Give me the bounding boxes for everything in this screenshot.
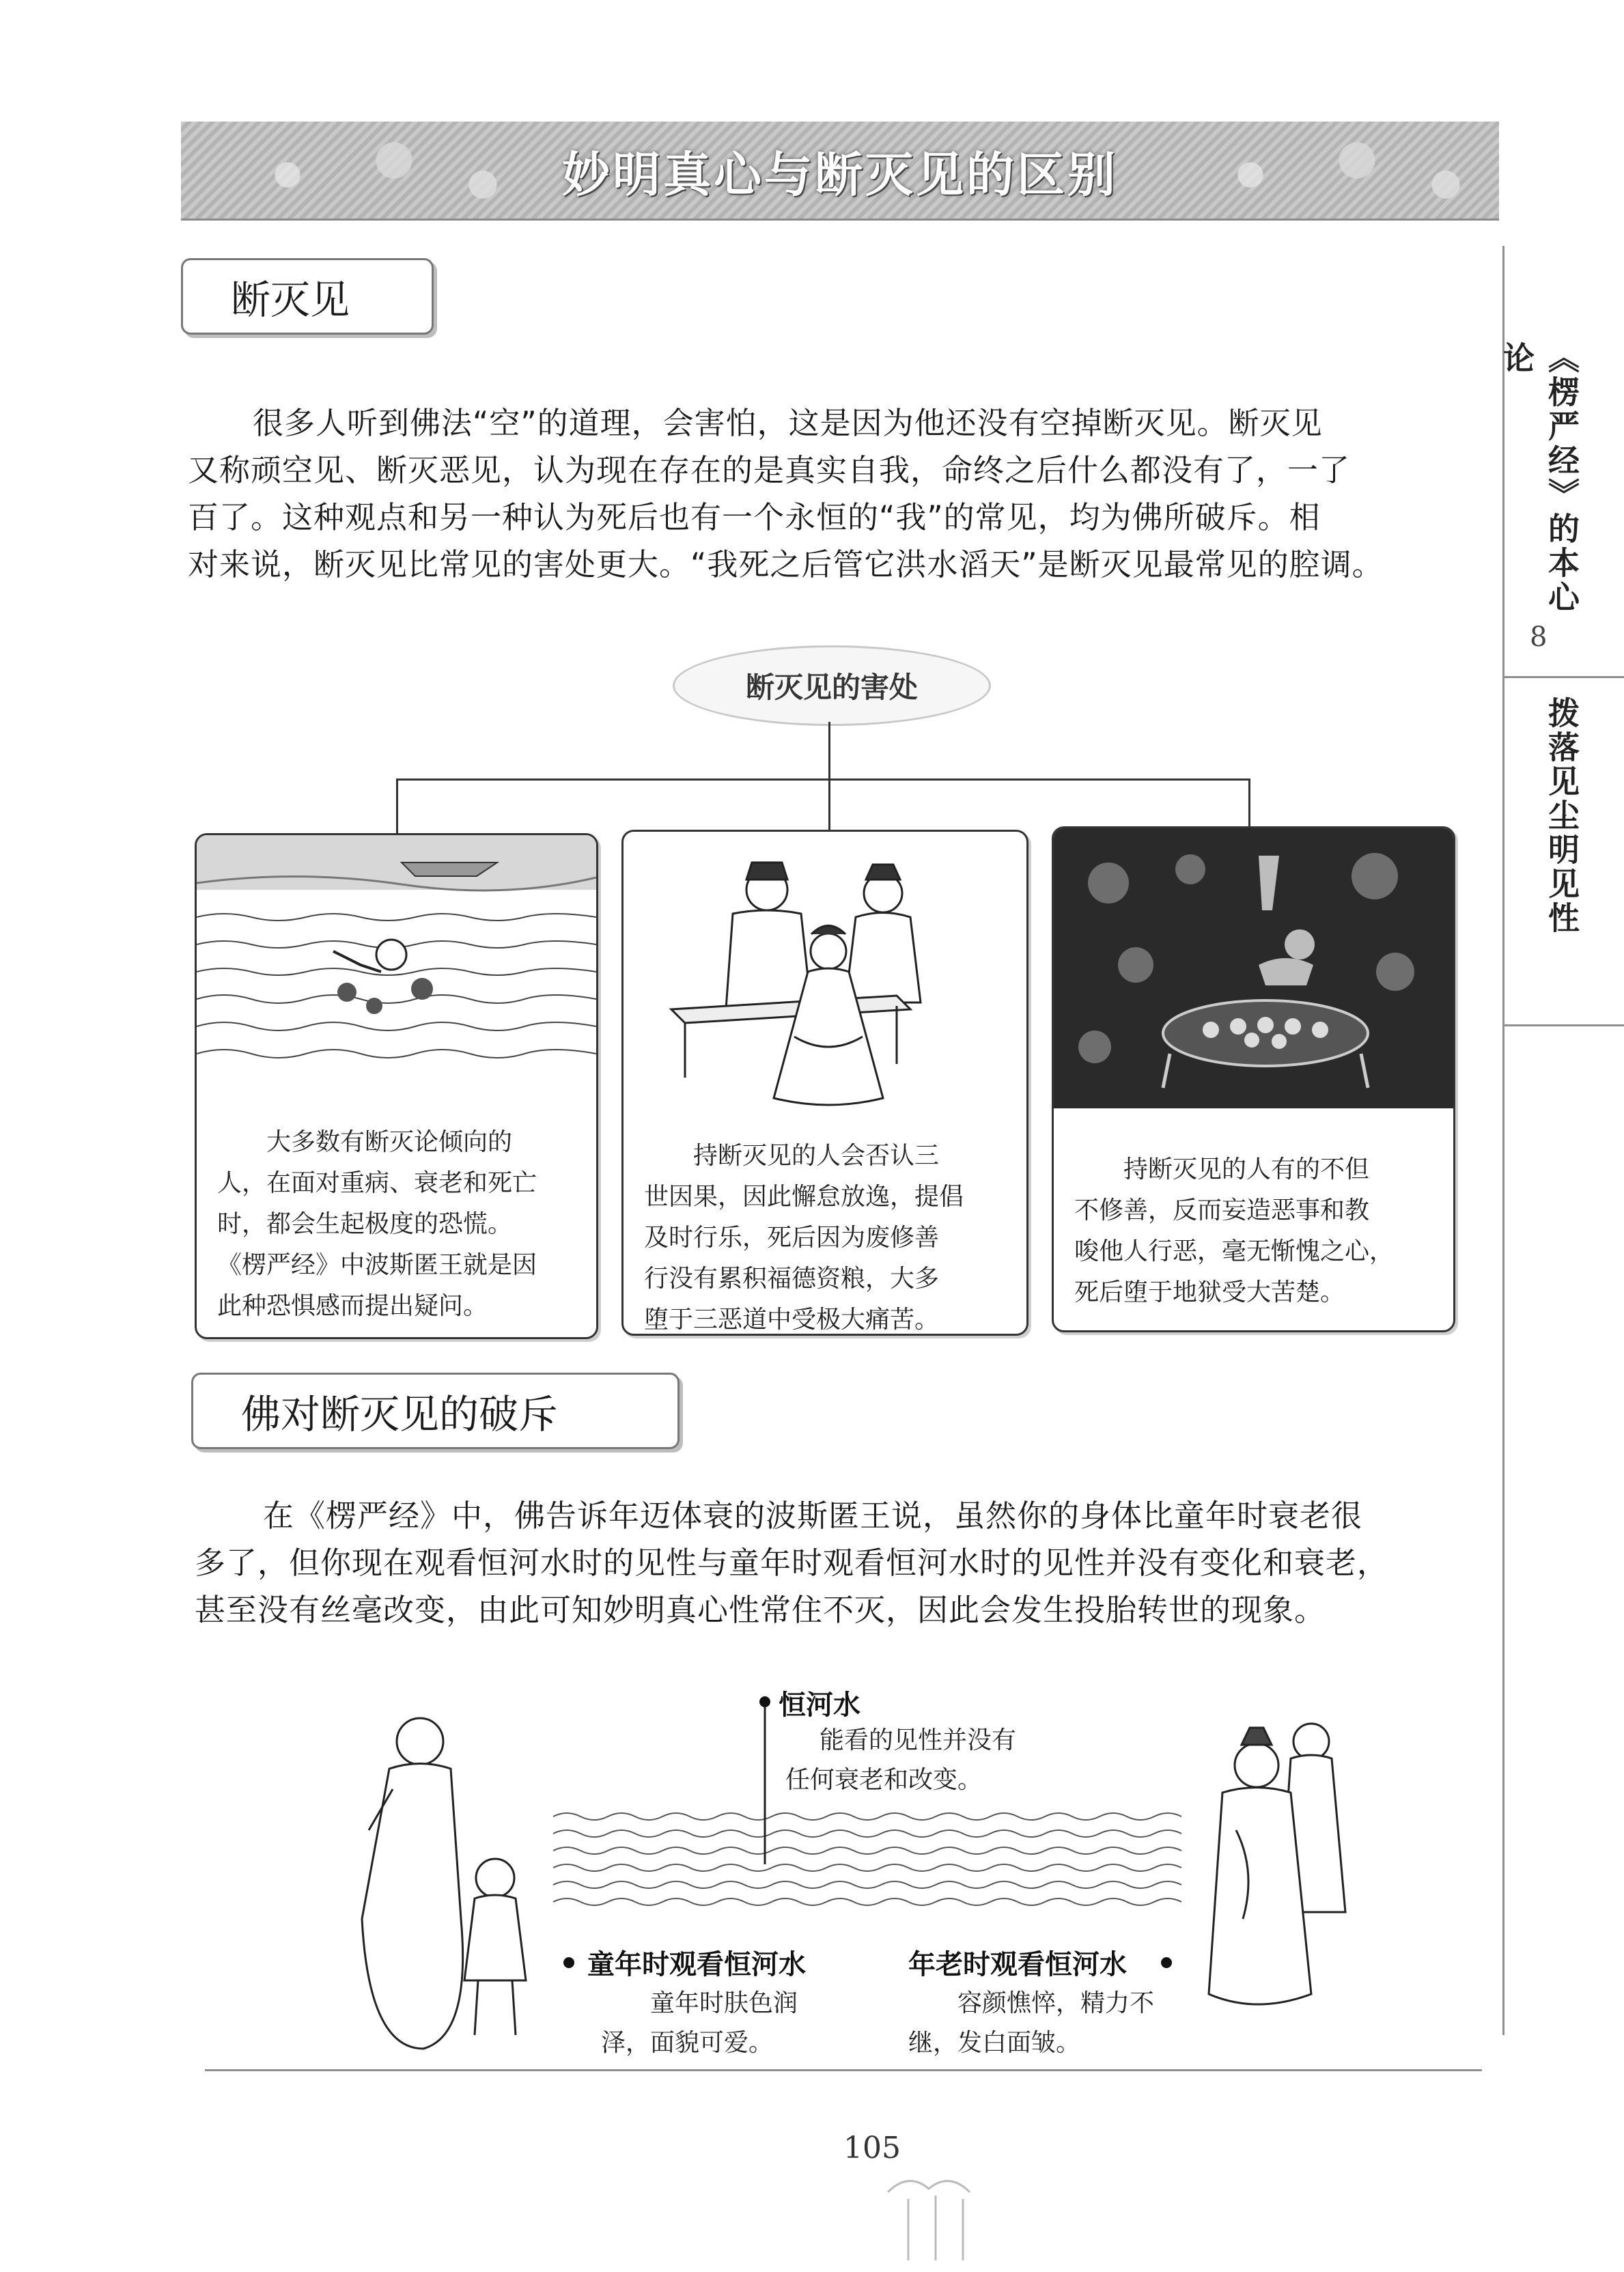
paragraph-line: 又称顽空见、断灭恶见，认为现在存在的是真实自我，命终之后什么都没有了，一了 xyxy=(188,452,1351,488)
section-heading-text: 断灭见 xyxy=(231,277,350,323)
caption-line: 大多数有断灭论倾向的 xyxy=(217,1128,513,1156)
river-note xyxy=(785,1721,1016,1800)
section1-paragraph xyxy=(188,399,1472,588)
tree-line-horizontal xyxy=(396,779,1250,781)
note-line: 容颜憔悴，精力不 xyxy=(908,1989,1155,2017)
caption-line: 《楞严经》中波斯匿王就是因 xyxy=(217,1251,537,1279)
revelry-illustration xyxy=(624,832,1026,1112)
note-line: 泽，面貌可爱。 xyxy=(601,2029,774,2057)
section2-paragraph xyxy=(195,1492,1479,1633)
caption-line: 唆他人行恶，毫无惭愧之心， xyxy=(1074,1237,1395,1265)
paragraph-line: 在《楞严经》中，佛告诉年迈体衰的波斯匿王说，虽然你的身体比童年时衰老很 xyxy=(263,1498,1363,1534)
tree-line-right xyxy=(1248,779,1250,830)
paragraph-line: 多了，但你现在观看恒河水时的见性与童年时观看恒河水时的见性并没有变化和衰老， xyxy=(195,1545,1389,1581)
section-heading-text: 佛对断灭见的破斥 xyxy=(241,1391,559,1437)
caption-line: 此种恐惧感而提出疑问。 xyxy=(217,1292,488,1320)
caption-line: 不修善，反而妄造恶事和教 xyxy=(1074,1196,1370,1224)
tree-line-center xyxy=(828,779,830,833)
card-caption xyxy=(644,1136,1010,1336)
card-drowning xyxy=(195,833,598,1339)
old-age-note xyxy=(908,1984,1154,2063)
rail-divider-top xyxy=(1502,676,1624,678)
caption-line: 时，都会生起极度的恐慌。 xyxy=(217,1210,513,1238)
card-hell xyxy=(1052,826,1455,1332)
old-age-label: 年老时观看恒河水 xyxy=(908,1949,1127,1980)
title-banner xyxy=(181,122,1499,221)
page-title: 妙明真心与断灭见的区别 xyxy=(562,147,1118,203)
cloud-ornament-footer xyxy=(867,2165,1004,2267)
rail-divider-bottom xyxy=(1502,1024,1624,1026)
note-line: 能看的见性并没有 xyxy=(820,1726,1017,1754)
caption-line: 持断灭见的人会否认三 xyxy=(644,1142,940,1170)
caption-line: 堕于三恶道中受极大痛苦。 xyxy=(644,1306,940,1334)
child-note xyxy=(601,1984,798,2063)
card-caption xyxy=(1074,1149,1437,1313)
section-heading-duanmiejian xyxy=(181,258,434,335)
drowning-illustration xyxy=(197,835,596,1081)
old-age-label-dot xyxy=(1161,1957,1172,1968)
footer-divider xyxy=(205,2069,1482,2071)
note-line: 童年时肤色润 xyxy=(601,1989,798,2017)
diagram-heading: 断灭见的害处 xyxy=(745,671,918,704)
river-label: 恒河水 xyxy=(779,1689,860,1721)
card-caption xyxy=(217,1122,580,1327)
paragraph-line: 对来说，断灭见比常见的害处更大。“我死之后管它洪水滔天”是断灭见最常见的腔调。 xyxy=(188,546,1384,583)
card-revelry xyxy=(621,830,1028,1336)
section-heading-pochi xyxy=(191,1373,680,1449)
child-label: 童年时观看恒河水 xyxy=(587,1949,806,1980)
paragraph-line: 甚至没有丝毫改变，由此可知妙明真心性常住不灭，因此会发生投胎转世的现象。 xyxy=(195,1592,1326,1628)
hell-illustration xyxy=(1054,828,1453,1108)
rail-chapter-number: 8 xyxy=(1530,621,1548,653)
caption-line: 死后堕于地狱受大苦楚。 xyxy=(1074,1278,1345,1306)
caption-line: 行没有累积福德资粮，大多 xyxy=(644,1265,940,1293)
paragraph-line: 很多人听到佛法“空”的道理，会害怕，这是因为他还没有空掉断灭见。断灭见 xyxy=(253,405,1323,441)
rail-book-title: 《楞严经》的本心论 xyxy=(1498,341,1580,615)
caption-line: 世因果，因此懈怠放逸，提倡 xyxy=(644,1183,964,1211)
note-line: 继，发白面皱。 xyxy=(908,2029,1081,2057)
caption-line: 人，在面对重病、衰老和死亡 xyxy=(217,1169,537,1197)
tree-line-left xyxy=(396,779,398,833)
diagram-heading-oval xyxy=(673,645,991,726)
caption-line: 持断灭见的人有的不但 xyxy=(1074,1155,1370,1183)
river-label-dot xyxy=(759,1696,770,1707)
paragraph-line: 百了。这种观点和另一种认为死后也有一个永恒的“我”的常见，均为佛所破斥。相 xyxy=(188,499,1321,535)
tree-line-stem xyxy=(828,722,830,780)
rail-chapter-title: 拨落见尘明见性 xyxy=(1543,697,1580,936)
page-number: 105 xyxy=(843,2131,901,2165)
child-label-dot xyxy=(563,1957,574,1968)
caption-line: 及时行乐，死后因为废修善 xyxy=(644,1224,940,1252)
note-line: 任何衰老和改变。 xyxy=(785,1766,983,1794)
